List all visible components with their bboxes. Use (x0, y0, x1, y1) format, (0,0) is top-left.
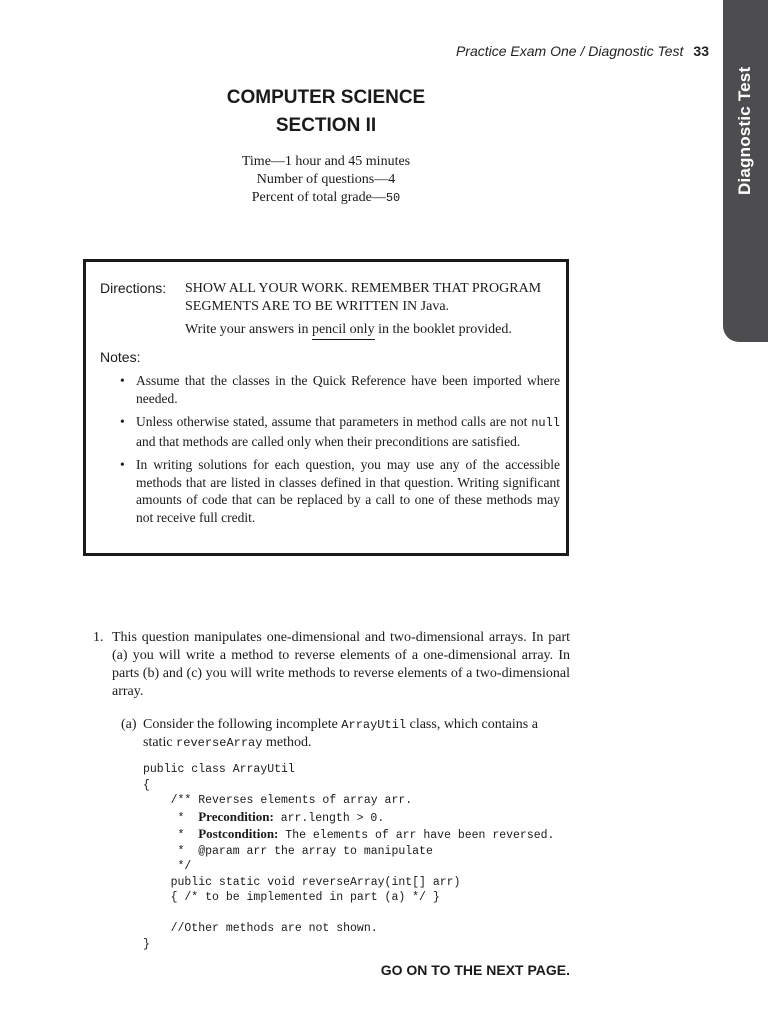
code-line: public static void reverseArray(int[] arr) (143, 875, 461, 889)
code-line: { /* to be implemented in part (a) */ } (143, 891, 440, 904)
section-title-line2: SECTION II (275, 115, 377, 136)
code-line: */ (143, 860, 192, 873)
part-a-text: Consider the following incomplete ArrayUtil class, which contains a static reverseArray method. (143, 717, 538, 750)
code-line: //Other methods are not shown. (143, 922, 378, 935)
next-page-notice: GO ON TO THE NEXT PAGE. (380, 962, 570, 978)
note-item: • Assume that the classes in the Quick Reference have been imported where needed. (120, 372, 560, 407)
code-line: public class ArrayUtil (143, 763, 295, 776)
section-title (196, 84, 456, 140)
code-line: * @param arr the array to manipulate (143, 844, 433, 858)
answers-instruction: Write your answers in pencil only in the booklet provided. (185, 321, 555, 339)
pencil-only-emphasis: pencil only (312, 322, 375, 340)
question-number: 1. (93, 630, 104, 645)
note-item: • In writing solutions for each question, you may use any of the accessible methods that are listed in classes defined in that question. Writing significant amounts of code that can be replaced by a call to one of these methods may not receive full credit. (120, 456, 560, 526)
section-title-line1: COMPUTER SCIENCE (226, 87, 426, 108)
page-number: 33 (693, 43, 709, 59)
directions-instruction: SHOW ALL YOUR WORK. REMEMBER THAT PROGRAM SEGMENTS ARE TO BE WRITTEN IN Java. (185, 281, 542, 314)
code-line: } (143, 937, 150, 951)
question-text: This question manipulates one-dimensional and two-dimensional arrays. In part (a) you will write a method to reverse elements of a one-dimensional array. In parts (b) and (c) you will write methods to reverse elements of a two-dimensional array. (112, 630, 570, 699)
code-line: /** Reverses elements of array arr. (143, 794, 413, 807)
note-item: • Unless otherwise stated, assume that parameters in method calls are not null and that methods are called only when their preconditions are satisfied. (120, 413, 560, 450)
section-meta (196, 153, 456, 207)
side-tab-label: Diagnostic Test (735, 66, 754, 195)
code-line: * Postcondition: The elements of arr have been reversed. (143, 826, 555, 842)
running-title: Practice Exam One / Diagnostic Test (455, 43, 684, 59)
question-1 (93, 629, 570, 701)
notes-list (120, 372, 560, 532)
directions-text (185, 280, 555, 339)
directions-box (83, 259, 569, 556)
code-line: * Precondition: arr.length > 0. (143, 808, 385, 825)
code-line: { (143, 778, 150, 792)
code-block (143, 762, 563, 952)
notes-label: Notes: (100, 349, 141, 365)
part-a (121, 716, 570, 752)
part-letter: (a) (121, 717, 137, 732)
code-line (143, 906, 563, 922)
directions-label: Directions: (100, 280, 167, 296)
running-header (456, 43, 709, 59)
grade-percent: Percent of total grade—50 (251, 190, 401, 205)
question-count: Number of questions—4 (256, 172, 396, 187)
time-limit: Time—1 hour and 45 minutes (241, 154, 411, 169)
